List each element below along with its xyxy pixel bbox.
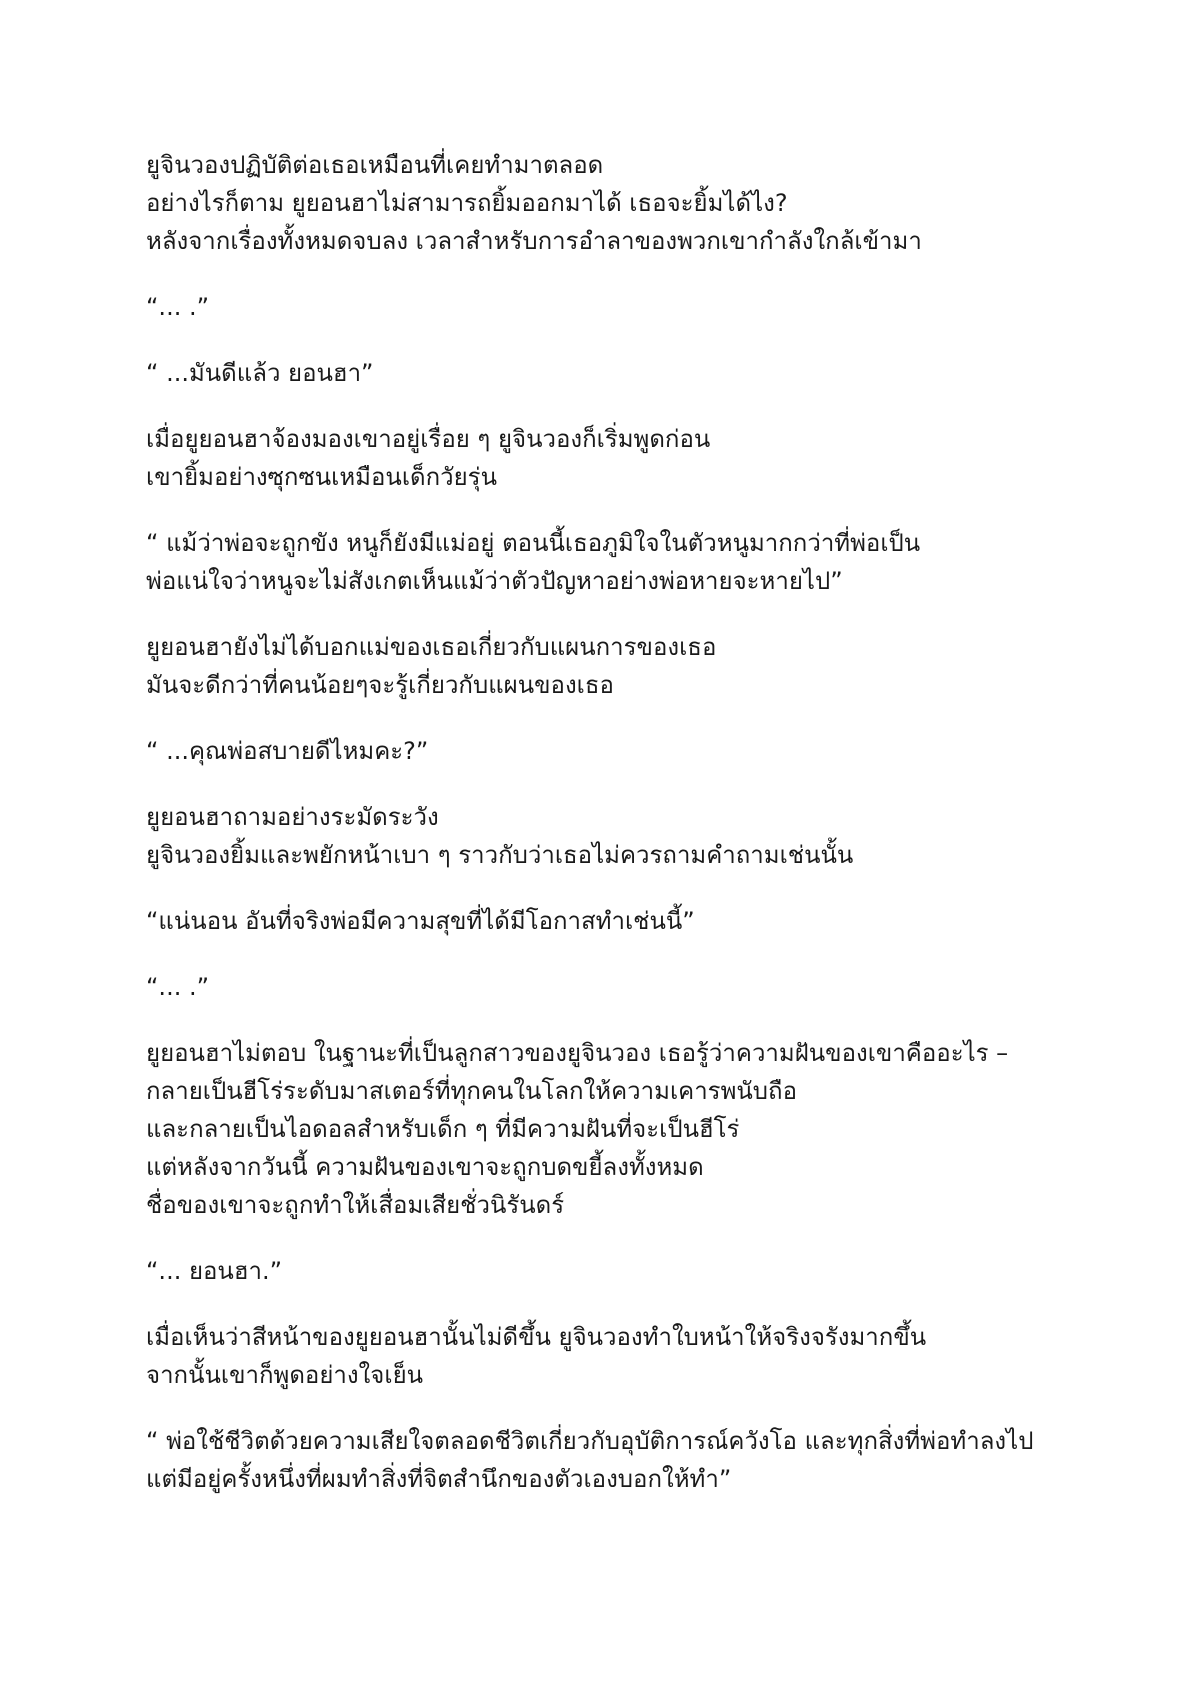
text-line: ยูยอนฮาไม่ตอบ ในฐานะที่เป็นลูกสาวของยูจินวอง เธอรู้ว่าความฝันของเขาคืออะไร – (146, 1039, 1009, 1067)
paragraph (146, 628, 1106, 704)
text-line: มันจะดีกว่าที่คนน้อยๆจะรู้เกี่ยวกับแผนของเธอ (146, 671, 614, 699)
paragraph (146, 1318, 1106, 1394)
text-line: ยูจินวองปฏิบัติต่อเธอเหมือนที่เคยทำมาตลอด (146, 151, 604, 179)
paragraph (146, 902, 1106, 940)
text-line: หลังจากเรื่องทั้งหมดจบลง เวลาสำหรับการอำลาของพวกเขากำลังใกล้เข้ามา (146, 227, 922, 255)
paragraph (146, 354, 1106, 392)
text-line: ยูยอนฮาถามอย่างระมัดระวัง (146, 803, 439, 831)
text-line: และกลายเป็นไอดอลสำหรับเด็ก ๆ ที่มีความฝันที่จะเป็นฮีโร่ (146, 1115, 740, 1143)
text-line: “... .” (146, 973, 210, 1001)
text-line: แต่หลังจากวันนี้ ความฝันของเขาจะถูกบดขยี้ลงทั้งหมด (146, 1153, 704, 1181)
text-line: ยูยอนฮายังไม่ได้บอกแม่ของเธอเกี่ยวกับแผนการของเธอ (146, 633, 717, 661)
paragraph (146, 798, 1106, 874)
text-line: เมื่อเห็นว่าสีหน้าของยูยอนฮานั้นไม่ดีขึ้น ยูจินวองทำใบหน้าให้จริงจรังมากขึ้น (146, 1323, 927, 1351)
paragraph (146, 1034, 1106, 1224)
text-line: จากนั้นเขาก็พูดอย่างใจเย็น (146, 1361, 424, 1389)
paragraph (146, 288, 1106, 326)
paragraph (146, 968, 1106, 1006)
text-line: เขายิ้มอย่างซุกซนเหมือนเด็กวัยรุ่น (146, 463, 497, 491)
text-line: “ แม้ว่าพ่อจะถูกขัง หนูก็ยังมีแม่อยู่ ตอนนี้เธอภูมิใจในตัวหนูมากกว่าที่พ่อเป็น (146, 529, 921, 557)
text-line: กลายเป็นฮีโร่ระดับมาสเตอร์ที่ทุกคนในโลกให้ความเคารพนับถือ (146, 1077, 797, 1105)
text-line: “แน่นอน อันที่จริงพ่อมีความสุขที่ได้มีโอกาสทำเช่นนี้” (146, 907, 695, 935)
text-line: “... ยอนฮา.” (146, 1257, 283, 1285)
paragraph (146, 732, 1106, 770)
text-line: พ่อแน่ใจว่าหนูจะไม่สังเกตเห็นแม้ว่าตัวปัญหาอย่างพ่อหายจะหายไป” (146, 567, 843, 595)
paragraph (146, 146, 1106, 260)
document-page (146, 146, 1106, 1526)
paragraph (146, 1422, 1106, 1498)
text-line: แต่มีอยู่ครั้งหนึ่งที่ผมทำสิ่งที่จิตสำนึกของตัวเองบอกให้ทำ” (146, 1465, 732, 1493)
text-line: ชื่อของเขาจะถูกทำให้เสื่อมเสียชั่วนิรันดร์ (146, 1191, 565, 1219)
paragraph (146, 1252, 1106, 1290)
paragraph (146, 420, 1106, 496)
text-line: “... .” (146, 293, 210, 321)
text-line: “ พ่อใช้ชีวิตด้วยความเสียใจตลอดชีวิตเกี่ยวกับอุบัติการณ์ควังโอ และทุกสิ่งที่พ่อทำลงไป (146, 1427, 1034, 1455)
text-line: เมื่อยูยอนฮาจ้องมองเขาอยู่เรื่อย ๆ ยูจินวองก็เริ่มพูดก่อน (146, 425, 711, 453)
text-line: “ ...มันดีแล้ว ยอนฮา” (146, 359, 374, 387)
text-line: ยูจินวองยิ้มและพยักหน้าเบา ๆ ราวกับว่าเธอไม่ควรถามคำถามเช่นนั้น (146, 841, 854, 869)
text-line: อย่างไรก็ตาม ยูยอนฮาไม่สามารถยิ้มออกมาได้ เธอจะยิ้มได้ไง? (146, 189, 788, 217)
paragraph (146, 524, 1106, 600)
text-line: “ ...คุณพ่อสบายดีไหมคะ?” (146, 737, 429, 765)
